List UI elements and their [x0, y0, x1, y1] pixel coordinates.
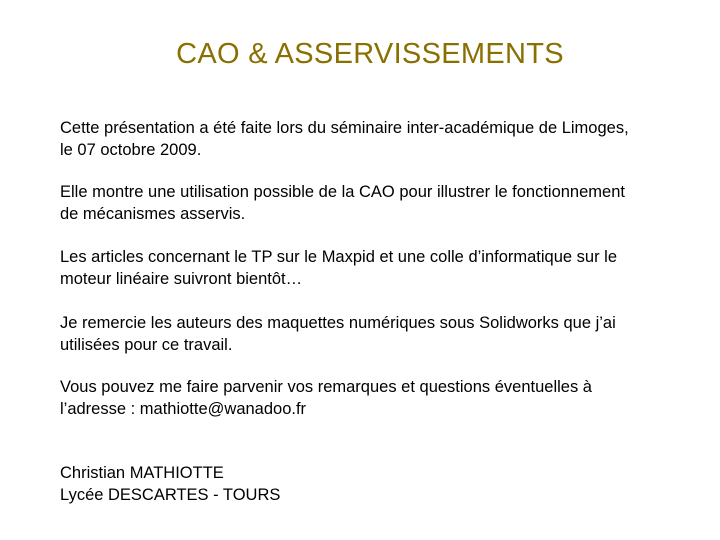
- paragraph-context: [60, 117, 700, 161]
- paragraph-line: Cette présentation a été faite lors du séminaire inter-académique de Limoges,: [60, 119, 629, 137]
- signature: [60, 462, 700, 506]
- slide-title: CAO & ASSERVISSEMENTS: [176, 38, 564, 70]
- paragraph-line: utilisées pour ce travail.: [60, 336, 233, 354]
- paragraph-purpose: [60, 181, 700, 225]
- paragraph-line: Les articles concernant le TP sur le Maxpid et une colle d’informatique sur le: [60, 248, 618, 266]
- paragraph-line: le 07 octobre 2009.: [60, 141, 202, 159]
- paragraph-line: Je remercie les auteurs des maquettes numériques sous Solidworks que j’ai: [60, 314, 616, 332]
- author-name: Christian MATHIOTTE: [60, 464, 224, 482]
- author-school: Lycée DESCARTES - TOURS: [60, 486, 281, 504]
- paragraph-contact: [60, 376, 700, 420]
- paragraph-line: Vous pouvez me faire parvenir vos remarques et questions éventuelles à: [60, 378, 592, 396]
- paragraph-line: l’adresse : mathiotte@wanadoo.fr: [60, 400, 307, 418]
- paragraph-line: moteur linéaire suivront bientôt…: [60, 270, 303, 288]
- paragraph-thanks: [60, 312, 700, 356]
- paragraph-line: Elle montre une utilisation possible de la CAO pour illustrer le fonctionnement: [60, 183, 625, 201]
- paragraph-line: de mécanismes asservis.: [60, 205, 246, 223]
- paragraph-upcoming: [60, 246, 700, 290]
